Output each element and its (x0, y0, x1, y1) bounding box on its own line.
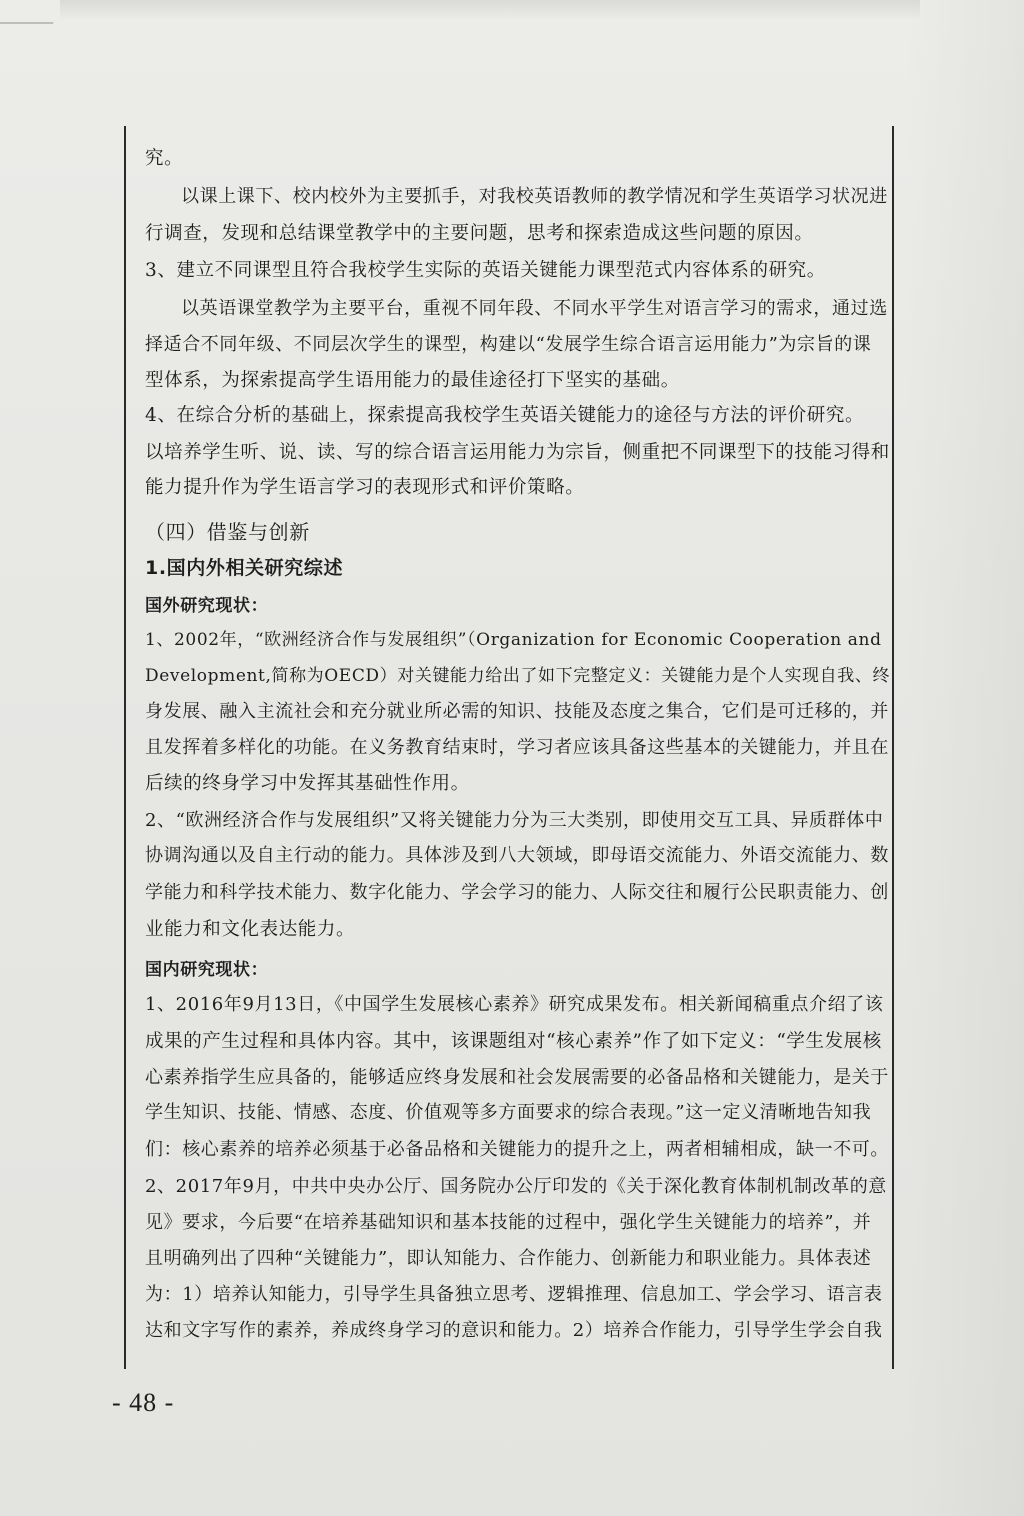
page-corner-fold (0, 0, 64, 24)
text-line: 业能力和文化表达能力。 (145, 919, 356, 940)
text-line: 3、建立不同课型且符合我校学生实际的英语关键能力课型范式内容体系的研究。 (145, 260, 826, 281)
subsection-label: 国外研究现状： (145, 596, 269, 616)
text-line: 2、2017年9月，中共中央办公厅、国务院办公厅印发的《关于深化教育体制机制改革的意 (145, 1176, 887, 1197)
text-line: 2、“欧洲经济合作与发展组织”又将关键能力分为三大类别，即使用交互工具、异质群体中 (145, 810, 884, 831)
text-line: 行调查，发现和总结课堂教学中的主要问题，思考和探索造成这些问题的原因。 (145, 223, 814, 244)
subsection-label: 国内研究现状： (145, 960, 269, 980)
subsection-heading: 1.国内外相关研究综述 (145, 557, 344, 579)
text-line: 为：1）培养认知能力，引导学生具备独立思考、逻辑推理、信息加工、学会学习、语言表 (145, 1284, 883, 1305)
text-line: 1、2016年9月13日，《中国学生发展核心素养》研究成果发布。相关新闻稿重点介绍了该 (145, 994, 884, 1015)
text-line: 型体系，为探索提高学生语用能力的最佳途径打下坚实的基础。 (145, 370, 680, 391)
text-line: 择适合不同年级、不同层次学生的课型，构建以“发展学生综合语言运用能力”为宗旨的课 (145, 334, 872, 355)
text-line: 学生知识、技能、情感、态度、价值观等多方面要求的综合表现。”这一定义清晰地告知我 (145, 1102, 872, 1123)
text-line: 心素养指学生应具备的，能够适应终身发展和社会发展需要的必备品格和关键能力，是关于 (145, 1067, 889, 1088)
page-top-shadow (60, 0, 920, 20)
text-line: 且发挥着多样化的功能。在义务教育结束时，学习者应该具备这些基本的关键能力，并且在 (145, 737, 889, 758)
text-line: 协调沟通以及自主行动的能力。具体涉及到八大领域，即母语交流能力、外语交流能力、数 (145, 845, 889, 866)
section-heading: （四）借鉴与创新 (145, 520, 310, 544)
text-line: 们：核心素养的培养必须基于必备品格和关键能力的提升之上，两者相辅相成，缺一不可。 (145, 1139, 889, 1160)
text-line: Development,简称为OECD）对关键能力给出了如下完整定义：关键能力是个人实现自我、终 (145, 666, 891, 686)
text-line: 学能力和科学技术能力、数字化能力、学会学习的能力、人际交往和履行公民职责能力、创 (145, 882, 889, 903)
page-number: - 48 - (112, 1388, 175, 1417)
text-line: 究。 (145, 148, 184, 169)
text-line: 成果的产生过程和具体内容。其中，该课题组对“核心素养”作了如下定义：“学生发展核 (145, 1031, 882, 1052)
text-line: 且明确列出了四种“关键能力”，即认知能力、合作能力、创新能力和职业能力。具体表述 (145, 1248, 872, 1269)
text-line: 身发展、融入主流社会和充分就业所必需的知识、技能及态度之集合，它们是可迁移的，并 (145, 701, 889, 722)
text-line: 达和文字写作的素养，养成终身学习的意识和能力。2）培养合作能力，引导学生学会自我 (145, 1320, 883, 1341)
text-line: 见》要求，今后要“在培养基础知识和基本技能的过程中，强化学生关键能力的培养”，并 (145, 1212, 872, 1233)
text-line: 以课上课下、校内校外为主要抓手，对我校英语教师的教学情况和学生英语学习状况进 (181, 186, 888, 207)
text-line: 后续的终身学习中发挥其基础性作用。 (145, 773, 470, 794)
text-line: 以培养学生听、说、读、写的综合语言运用能力为宗旨，侧重把不同课型下的技能习得和 (145, 442, 890, 463)
page-edge-shadow (904, 0, 1024, 1516)
text-line: 4、在综合分析的基础上，探索提高我校学生英语关键能力的途径与方法的评价研究。 (145, 405, 865, 426)
text-line: 以英语课堂教学为主要平台，重视不同年段、不同水平学生对语言学习的需求，通过选 (181, 298, 888, 319)
text-line: 1、2002年，“欧洲经济合作与发展组织”（Organization for Economic Cooperation and (145, 630, 882, 650)
text-line: 能力提升作为学生语言学习的表现形式和评价策略。 (145, 477, 585, 498)
